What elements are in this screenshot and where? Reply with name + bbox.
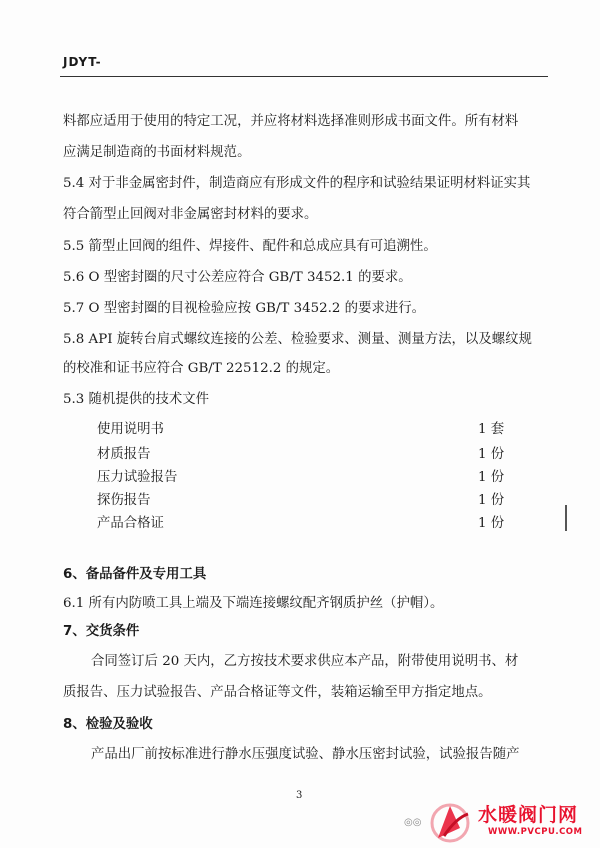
tech-doc-qty: 1 份 bbox=[478, 516, 505, 531]
doc-code-header: JDYT- bbox=[63, 55, 102, 69]
tech-doc-qty: 1 套 bbox=[478, 422, 505, 437]
body-line: 符合箭型止回阀对非金属密封材料的要求。 bbox=[63, 207, 318, 222]
clause-5-6: 5.6 O 型密封圈的尺寸公差应符合 GB/T 3452.1 的要求。 bbox=[63, 270, 412, 285]
watermark-url: WWW.PVCPU.COM bbox=[488, 827, 583, 837]
tech-doc-name: 产品合格证 bbox=[97, 516, 164, 531]
body-line: 料都应适用于使用的特定工况，并应将材料选择准则形成书面文件。所有材料 bbox=[63, 114, 519, 129]
clause-5-7: 5.7 O 型密封圈的目视检验应按 GB/T 3452.2 的要求进行。 bbox=[63, 301, 426, 316]
clause-5-8: 5.8 API 旋转台肩式螺纹连接的公差、检验要求、测量、测量方法，以及螺纹规 bbox=[63, 332, 532, 347]
tech-docs-heading: 5.3 随机提供的技术文件 bbox=[63, 392, 210, 407]
tech-doc-name: 使用说明书 bbox=[97, 422, 164, 437]
margin-mark bbox=[565, 505, 567, 531]
clause-5-5: 5.5 箭型止回阀的组件、焊接件、配件和总成应具有可追溯性。 bbox=[63, 239, 437, 254]
watermark-brand: 水暖阀门网 bbox=[478, 804, 579, 826]
section-7-text: 合同签订后 20 天内，乙方按技术要求供应本产品，附带使用说明书、材 bbox=[91, 654, 519, 669]
clause-5-4: 5.4 对于非金属密封件，制造商应有形成文件的程序和试验结果证明材料证实其 bbox=[63, 176, 531, 191]
section-6-heading: 6、备品备件及专用工具 bbox=[63, 567, 207, 582]
section-6-text: 6.1 所有内防喷工具上端及下端连接螺纹配齐钢质护丝（护帽）。 bbox=[63, 596, 444, 611]
tech-doc-name: 压力试验报告 bbox=[97, 470, 178, 485]
tech-doc-qty: 1 份 bbox=[478, 493, 505, 508]
section-8-text: 产品出厂前按标准进行静水压强度试验、静水压密封试验，试验报告随产 bbox=[91, 747, 520, 762]
section-7-heading: 7、交货条件 bbox=[63, 624, 140, 639]
tech-doc-name: 探伤报告 bbox=[97, 493, 151, 508]
tech-doc-qty: 1 份 bbox=[478, 470, 505, 485]
section-8-heading: 8、检验及验收 bbox=[63, 717, 153, 732]
tech-doc-name: 材质报告 bbox=[97, 447, 151, 462]
body-line: 的校准和证书应符合 GB/T 22512.2 的规定。 bbox=[63, 361, 340, 376]
header-rule bbox=[60, 76, 548, 77]
section-7-text: 质报告、压力试验报告、产品合格证等文件，装箱运输至甲方指定地点。 bbox=[63, 685, 492, 700]
body-line: 应满足制造商的书面材料规范。 bbox=[63, 145, 251, 160]
page-number: 3 bbox=[296, 790, 303, 801]
tech-doc-qty: 1 份 bbox=[478, 447, 505, 462]
wechat-icon: ◎◎ bbox=[404, 817, 422, 828]
